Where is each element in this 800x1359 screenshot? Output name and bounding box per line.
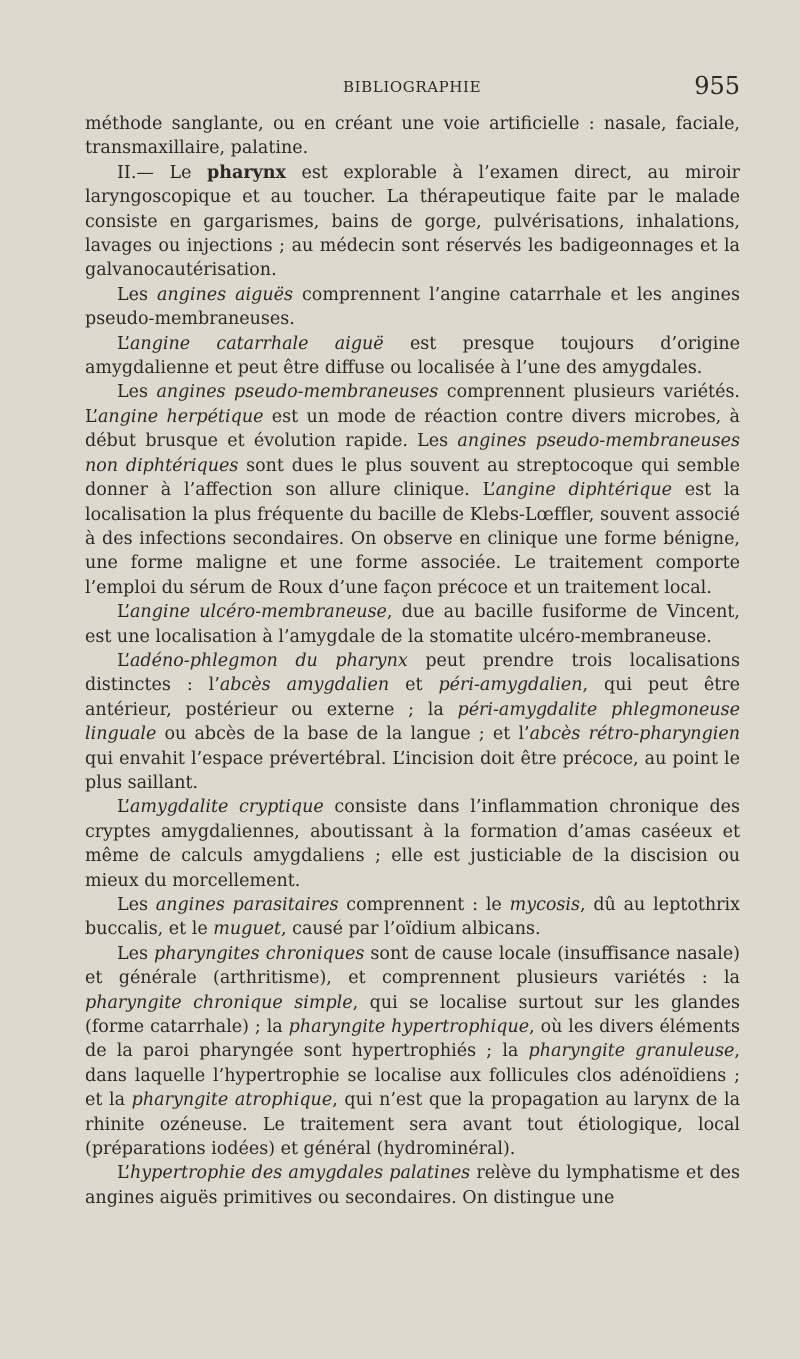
italic-term: angine ulcéro-membraneuse bbox=[130, 602, 387, 623]
page-number: 955 bbox=[694, 72, 740, 100]
text-run: Les bbox=[117, 284, 157, 305]
text-run: sont de cause locale (insuffisance nasale) et générale (arthritisme), et comprennent plusieurs variétés : la bbox=[85, 943, 741, 989]
paragraph bbox=[85, 600, 740, 649]
italic-term: amygdalite cryptique bbox=[130, 797, 324, 818]
text-run: comprennent : le bbox=[338, 895, 510, 915]
text-run: est explorable à l’examen direct, au miroir laryngoscopique et au toucher. La thérapeutique faite par le malade consiste en gargarismes, bains de gorge, pulvérisations, inhalations, lavages ou injections ; au médecin sont réservés les badigeonnages et la galvanocautérisation. bbox=[85, 162, 740, 281]
body-text bbox=[85, 112, 740, 1210]
text-run: II.— Le bbox=[117, 162, 208, 183]
italic-term: mycosis bbox=[509, 895, 580, 915]
italic-term: muguet bbox=[213, 919, 282, 940]
text-run: , dû au leptothrix buccalis, et le bbox=[85, 895, 740, 940]
paragraph bbox=[85, 332, 740, 381]
italic-term: angine diphtérique bbox=[495, 480, 672, 501]
paragraph bbox=[85, 795, 740, 893]
italic-term: adéno-phlegmon du pharynx bbox=[130, 650, 408, 671]
italic-term: angine catarrhale aiguë bbox=[130, 333, 384, 354]
paragraph bbox=[85, 283, 740, 332]
text-run: , qui peut être antérieur, postérieur ou externe ; la bbox=[85, 675, 740, 720]
italic-term: pharyngite hypertrophique bbox=[288, 1017, 530, 1038]
text-run: et bbox=[389, 675, 439, 696]
text-run: L’ bbox=[117, 797, 130, 818]
text-run: consiste dans l’inflammation chronique des cryptes amygdaliennes, aboutissant à la formation d’amas caséeux et même de calculs amygdaliens ; elle est justiciable de la discision ou mieux du morcellement. bbox=[85, 797, 740, 891]
italic-term: angines pseudo-membraneuses non diphtériques bbox=[85, 431, 740, 476]
text-run: est un mode de réaction contre divers microbes, à début brusque et évolution rapide. Les bbox=[85, 406, 740, 452]
text-run: comprennent l’angine catarrhale et les angines pseudo-membraneuses. bbox=[85, 284, 740, 330]
text-run: , due au bacille fusiforme de Vincent, est une localisation à l’amygdale de la stomatite ulcéro-membraneuse. bbox=[85, 602, 740, 647]
italic-term: angines aiguës bbox=[156, 284, 293, 305]
italic-term: péri-amygdalite phlegmoneuse linguale bbox=[85, 699, 740, 745]
text-run: L’ bbox=[117, 650, 130, 671]
italic-term: péri-amygdalien bbox=[438, 675, 583, 696]
text-run: qui envahit l’espace prévertébral. L’incision doit être précoce, au point le plus saillant. bbox=[85, 748, 740, 793]
text-run: ou abcès de la base de la langue ; et l’ bbox=[156, 724, 530, 745]
paragraph bbox=[85, 161, 740, 283]
text-run: peut prendre trois localisations distinctes : l’ bbox=[85, 650, 741, 696]
text-run: Les bbox=[117, 895, 156, 915]
text-run: L’ bbox=[117, 1163, 130, 1184]
text-run: comprennent plusieurs variétés. L’ bbox=[85, 382, 740, 427]
italic-term: angines pseudo-membraneuses bbox=[156, 382, 439, 403]
italic-term: abcès amygdalien bbox=[219, 675, 390, 696]
text-run: relève du lymphatisme et des angines aiguës primitives ou secondaires. On distingue une bbox=[85, 1163, 740, 1208]
paragraph bbox=[85, 380, 740, 600]
text-run: , causé par l’oïdium albicans. bbox=[281, 919, 541, 940]
text-run: , qui n’est que la propagation au larynx de la rhinite ozéneuse. Le traitement sera avant tout étiologique, local (préparations iodées) et général (hydrominéral). bbox=[85, 1090, 741, 1160]
italic-term: angines parasitaires bbox=[155, 895, 339, 915]
bold-term: pharynx bbox=[207, 162, 286, 183]
text-run: , où les divers éléments de la paroi pharyngée sont hypertrophiés ; la bbox=[85, 1017, 740, 1062]
text-run: sont dues le plus souvent au streptocoque qui semble donner à l’affection son allure clinique. L’ bbox=[85, 455, 740, 501]
paragraph bbox=[85, 893, 740, 942]
text-run: Les bbox=[117, 943, 155, 964]
text-run: L’ bbox=[117, 333, 130, 354]
text-run: Les bbox=[117, 382, 157, 403]
italic-term: pharyngites chroniques bbox=[154, 943, 365, 964]
running-title: BIBLIOGRAPHIE bbox=[343, 78, 482, 96]
text-run: L’ bbox=[117, 602, 130, 623]
text-run: , qui se localise surtout sur les glandes (forme catarrhale) ; la bbox=[85, 992, 741, 1038]
italic-term: abcès rétro-pharyngien bbox=[529, 724, 741, 745]
text-run: méthode sanglante, ou en créant une voie artificielle : nasale, faciale, transmaxillaire, palatine. bbox=[85, 114, 740, 159]
paragraph bbox=[85, 1161, 740, 1210]
text-run: , dans laquelle l’hypertrophie se localise aux follicules clos adénoïdiens ; et la bbox=[85, 1041, 740, 1111]
italic-term: pharyngite chronique simple bbox=[85, 992, 353, 1013]
page-header bbox=[85, 72, 740, 102]
text-run: est presque toujours d’origine amygdalienne et peut être diffuse ou localisée à l’une des amygdales. bbox=[85, 333, 740, 379]
italic-term: pharyngite granuleuse bbox=[528, 1041, 735, 1062]
italic-term: pharyngite atrophique bbox=[131, 1090, 333, 1111]
paragraph bbox=[85, 942, 740, 1162]
paragraph bbox=[85, 649, 740, 795]
paragraph bbox=[85, 112, 740, 161]
text-run: est la localisation la plus fréquente du bacille de Klebs-Lœffler, souvent associé à des infections secondaires. On observe en clinique une forme bénigne, une forme maligne et une forme associée. Le traitement comporte l’emploi du sérum de Roux d’une façon précoce et un traitement local. bbox=[85, 480, 740, 598]
italic-term: angine herpétique bbox=[98, 406, 264, 427]
italic-term: hypertrophie des amygdales palatines bbox=[130, 1163, 471, 1184]
